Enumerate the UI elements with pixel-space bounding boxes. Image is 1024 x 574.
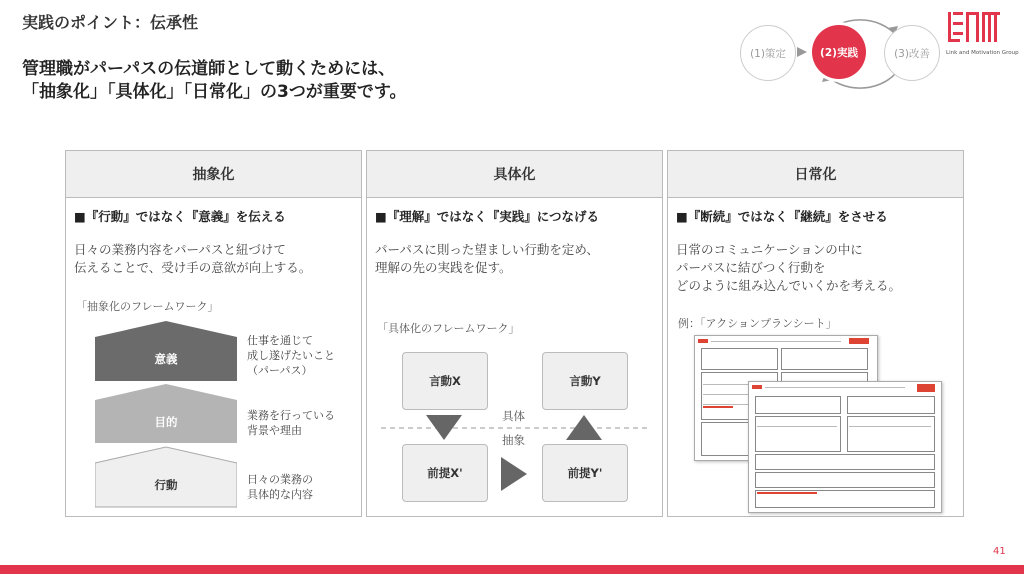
brand-tagline: Link and Motivation Group xyxy=(946,50,1019,56)
column-subtitle: ■『断続』ではなく『継続』をさせる xyxy=(676,209,888,224)
example-label: 例：「アクションプランシート」 xyxy=(678,317,837,330)
page-number: 41 xyxy=(993,546,1006,557)
footer-bar xyxy=(0,565,1024,574)
column-header: 日常化 xyxy=(668,151,963,198)
cycle-step-practice: (2)実践 xyxy=(812,25,866,79)
framework-label: 「具体化のフレームワーク」 xyxy=(377,322,520,335)
column-description: パーパスに則った望ましい行動を定め、 理解の先の実践を促す。 xyxy=(375,242,599,275)
axis-concrete-label: 具体 xyxy=(502,409,525,423)
level-purpose-desc: 仕事を通じて 成し遂げたいこと （パーパス） xyxy=(247,334,335,377)
arrow-right-icon xyxy=(501,457,527,491)
column-description: 日常のコミュニケーションの中に パーパスに結びつく行動を どのように組み込んでいくかを考える。 xyxy=(676,242,902,293)
lead-line-2: 「抽象化」「具体化」「日常化」の3つが重要です。 xyxy=(22,82,407,102)
framework-label: 「抽象化のフレームワーク」 xyxy=(76,300,219,313)
cycle-step-improve: (3)改善 xyxy=(884,25,940,81)
column-concretization xyxy=(366,150,663,517)
axis-abstract-label: 抽象 xyxy=(502,433,525,447)
lm-logo-icon xyxy=(946,8,1006,48)
column-routinization xyxy=(667,150,964,517)
column-description: 日々の業務内容をパーパスと紐づけて 伝えることで、受け手の意欲が向上する。 xyxy=(74,242,312,275)
level-action-label: 行動 xyxy=(154,478,178,492)
column-header: 具体化 xyxy=(367,151,662,198)
level-objective-desc: 業務を行っている 背景や理由 xyxy=(247,409,335,437)
level-purpose-label: 意義 xyxy=(154,352,178,366)
column-subtitle: ■『理解』ではなく『実践』につなげる xyxy=(375,209,600,224)
premise-y-box: 前提Y' xyxy=(542,444,628,502)
cycle-step-plan: (1)策定 xyxy=(740,25,796,81)
level-action-desc: 日々の業務の 具体的な内容 xyxy=(247,473,313,501)
behavior-x-box: 言動X xyxy=(402,352,488,410)
premise-x-box: 前提X' xyxy=(402,444,488,502)
slide-title: 実践のポイント：伝承性 xyxy=(22,13,199,32)
behavior-y-box: 言動Y xyxy=(542,352,628,410)
column-header: 抽象化 xyxy=(66,151,361,198)
lead-text xyxy=(22,58,406,104)
column-subtitle: ■『行動』ではなく『意義』を伝える xyxy=(74,209,286,224)
cycle-arrow-right-icon xyxy=(795,45,809,59)
level-objective-label: 目的 xyxy=(154,414,178,429)
column-abstraction xyxy=(65,150,362,517)
lead-line-1: 管理職がパーパスの伝道師として動くためには、 xyxy=(22,59,396,79)
action-plan-sheet-front xyxy=(748,381,942,513)
